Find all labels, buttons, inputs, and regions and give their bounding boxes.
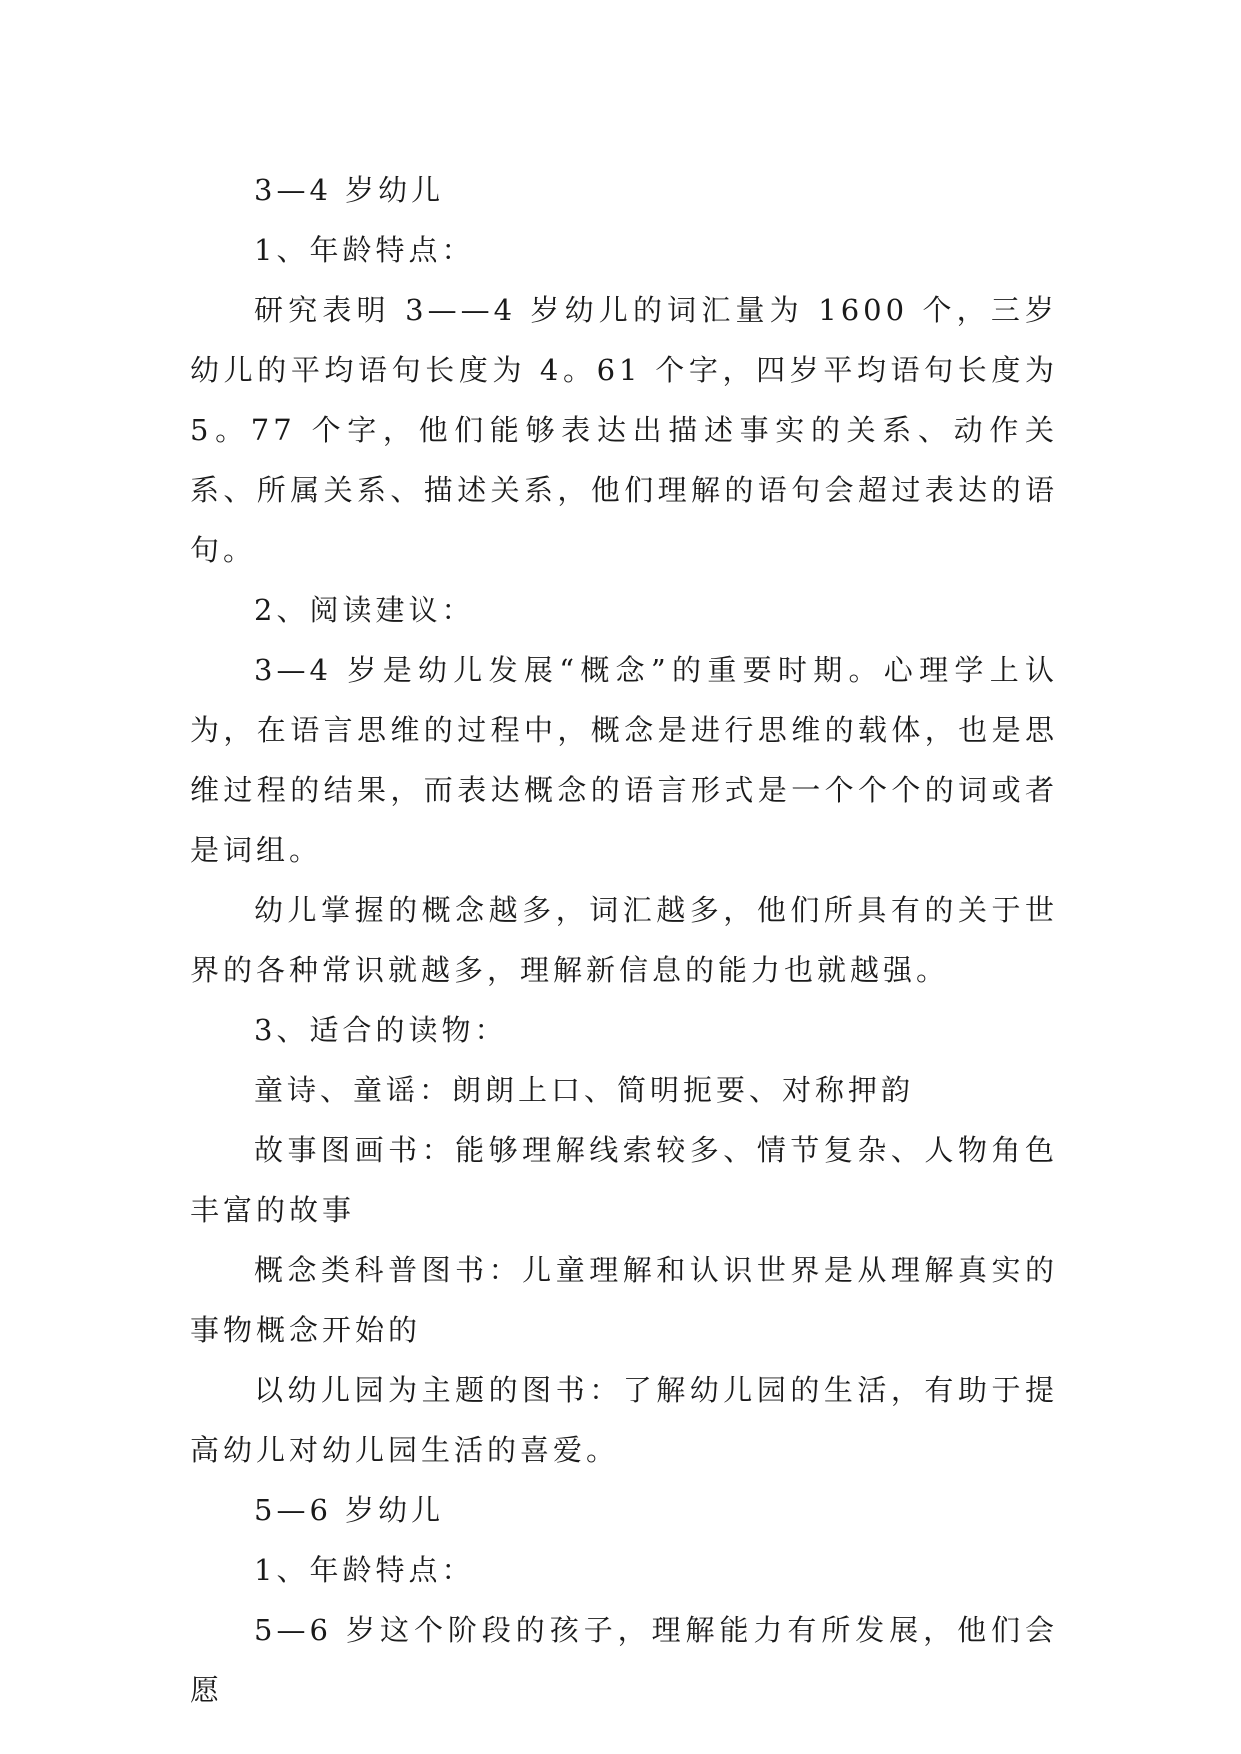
list-item-science-books: 概念类科普图书：儿童理解和认识世界是从理解真实的事物概念开始的 (190, 1253, 1058, 1347)
paragraph-research: 研究表明 3——4 岁幼儿的词汇量为 1600 个，三岁幼儿的平均语句长度为 4。61 个字，四岁平均语句长度为 5。77 个字，他们能够表达出描述事实的关系、动作关系、所属关系、描述关系，他们理解的语句会超过表达的语句。 (190, 293, 1058, 567)
subheading-age-traits: 1、年龄特点： (254, 233, 475, 267)
section-heading-3-4: 3—4 岁幼儿 (254, 173, 445, 207)
subheading-suitable-books: 3、适合的读物： (254, 1013, 508, 1047)
paragraph-5-6-intro: 5—6 岁这个阶段的孩子，理解能力有所发展，他们会愿 (190, 1613, 1058, 1707)
list-item-poems: 童诗、童谣：朗朗上口、简明扼要、对称押韵 (254, 1073, 915, 1107)
paragraph-concepts: 3—4 岁是幼儿发展“概念”的重要时期。心理学上认为，在语言思维的过程中，概念是进行思维的载体，也是思维过程的结果，而表达概念的语言形式是一个个个的词或者是词组。 (190, 653, 1058, 867)
document-body (190, 160, 1058, 1720)
subheading-age-traits-5-6: 1、年龄特点： (254, 1553, 475, 1587)
paragraph-vocabulary: 幼儿掌握的概念越多，词汇越多，他们所具有的关于世界的各种常识就越多，理解新信息的能力也就越强。 (190, 893, 1058, 987)
section-heading-5-6: 5—6 岁幼儿 (254, 1493, 445, 1527)
list-item-kindergarten-books: 以幼儿园为主题的图书：了解幼儿园的生活，有助于提高幼儿对幼儿园生活的喜爱。 (190, 1373, 1058, 1467)
list-item-picture-books: 故事图画书：能够理解线索较多、情节复杂、人物角色丰富的故事 (190, 1133, 1058, 1227)
subheading-reading-advice: 2、阅读建议： (254, 593, 475, 627)
